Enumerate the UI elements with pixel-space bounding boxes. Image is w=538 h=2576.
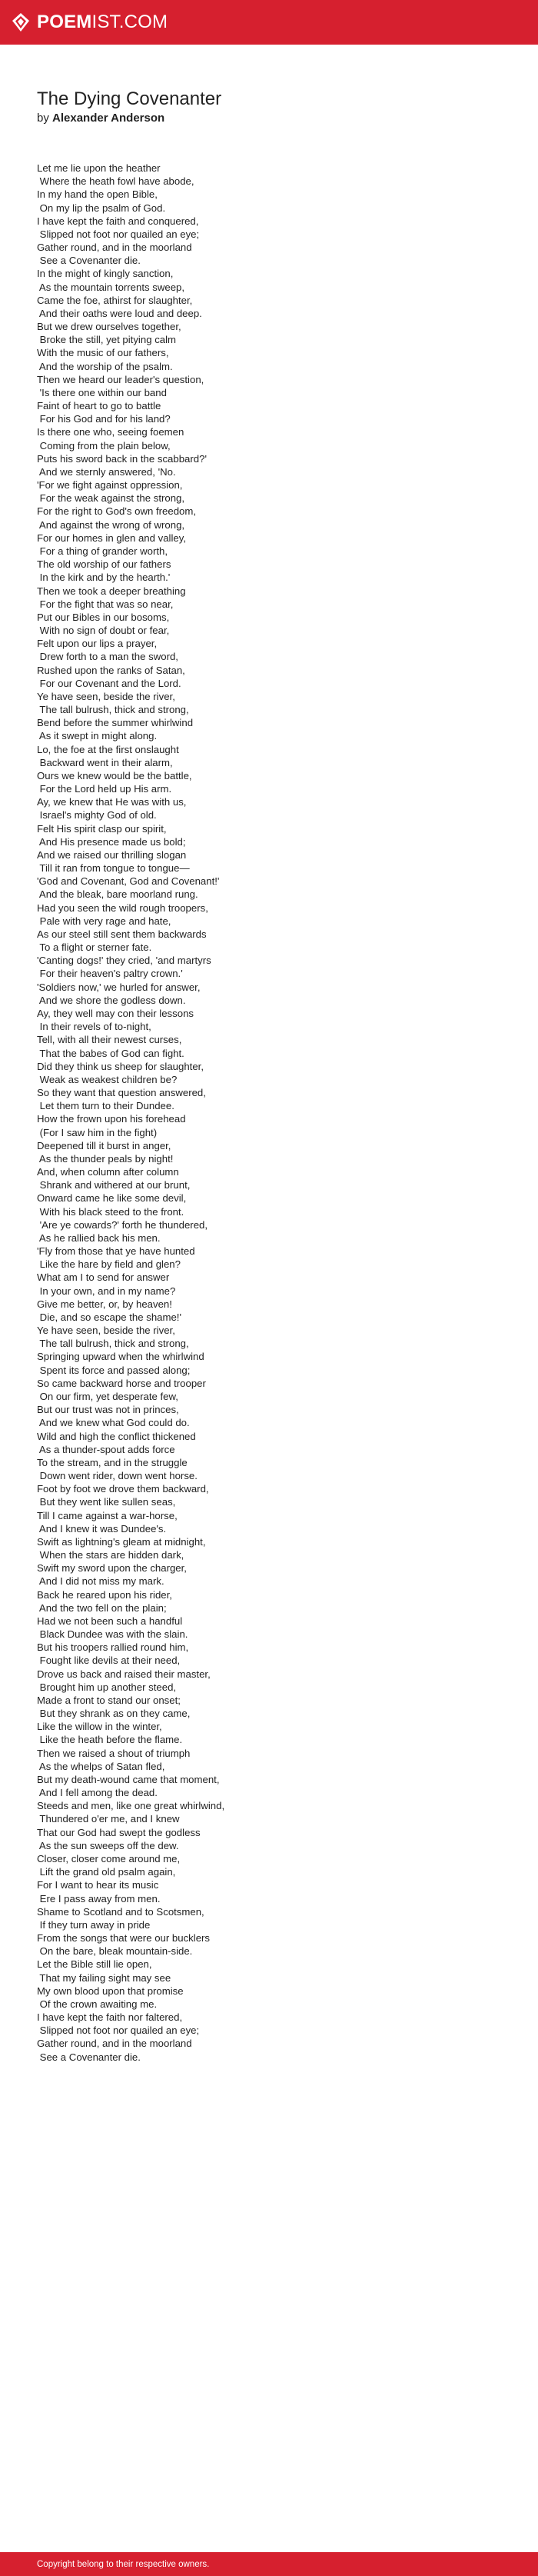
poem-line: Let them turn to their Dundee. (37, 1100, 174, 1112)
poem-line: Then we heard our leader's question, (37, 373, 204, 385)
poem-line: For a thing of grander worth, (37, 545, 168, 557)
copyright-text: Copyright belong to their respective owners. (37, 2559, 210, 2569)
poem-line: So they want that question answered, (37, 1087, 206, 1099)
poem-line: For our Covenant and the Lord. (37, 677, 181, 689)
poem-line: With no sign of doubt or fear, (37, 625, 170, 637)
poem-line: Had you seen the wild rough troopers, (37, 901, 208, 914)
poem-line: Gather round, and in the moorland (37, 2038, 192, 2050)
poem-line: As the sun sweeps off the dew. (37, 1839, 179, 1851)
poem-line: How the frown upon his forehead (37, 1113, 186, 1125)
poem-line: Onward came he like some devil, (37, 1192, 187, 1205)
poem-line: Faint of heart to go to battle (37, 400, 161, 412)
poem-line: Tell, with all their newest curses, (37, 1034, 182, 1046)
poem-line: But they shrank as on they came, (37, 1708, 191, 1720)
poem-line: See a Covenanter die. (37, 2051, 141, 2063)
site-logo-link[interactable] (9, 11, 168, 34)
poem-line: Slipped not foot nor quailed an eye; (37, 228, 200, 240)
poem-line: For the weak against the strong, (37, 492, 185, 505)
poem-line: Swift as lightning's gleam at midnight, (37, 1535, 206, 1548)
poem-line: Thundered o'er me, and I knew (37, 1813, 180, 1825)
poem-line: Black Dundee was with the slain. (37, 1628, 188, 1641)
poem-line: And we raised our thrilling slogan (37, 848, 187, 861)
poem-line: But my death-wound came that moment, (37, 1773, 220, 1785)
poem-line: Like the hare by field and glen? (37, 1258, 181, 1271)
poem-line: With his black steed to the front. (37, 1205, 184, 1218)
poem-line: Had we not been such a handful (37, 1615, 183, 1627)
poem-line: On the bare, bleak mountain-side. (37, 1945, 193, 1958)
poem-line: With the music of our fathers, (37, 347, 169, 359)
poem-line: Till I came against a war-horse, (37, 1509, 178, 1521)
poem-line: In your own, and in my name? (37, 1285, 176, 1297)
poem-line: As our steel still sent them backwards (37, 928, 207, 940)
poem-line: But our trust was not in princes, (37, 1404, 179, 1416)
poem-line: Swift my sword upon the charger, (37, 1562, 187, 1575)
poem-line: Brought him up another steed, (37, 1681, 177, 1693)
poem-line: Broke the still, yet pitying calm (37, 334, 177, 346)
poem-line: Is there one who, seeing foemen (37, 426, 184, 438)
top-bar (0, 0, 538, 45)
poem-line: Let me lie upon the heather (37, 162, 161, 174)
logo-light-text: IST.COM (91, 12, 168, 32)
poem-line: For the right to God's own freedom, (37, 505, 197, 518)
poem-line: Down went rider, down went horse. (37, 1470, 198, 1482)
poem-line: That the babes of God can fight. (37, 1047, 184, 1059)
poem-line: Then we raised a shout of triumph (37, 1747, 191, 1759)
poem-line: Ours we knew would be the battle, (37, 769, 192, 781)
poem-line: Ay, they well may con their lessons (37, 1008, 194, 1019)
poem-line: And the bleak, bare moorland rung. (37, 888, 198, 901)
poem-line: Drove us back and raised their master, (37, 1668, 211, 1680)
poem-line: Ye have seen, beside the river, (37, 1325, 175, 1337)
poem-line: Puts his sword back in the scabbard?' (37, 452, 207, 465)
poem-line: The old worship of our fathers (37, 558, 171, 571)
poem-line: Lift the grand old psalm again, (37, 1866, 176, 1878)
poem-line: Spent its force and passed along; (37, 1364, 191, 1376)
poem-line: And the two fell on the plain; (37, 1601, 167, 1614)
poem-line: Then we took a deeper breathing (37, 585, 186, 597)
poem-line: For I want to hear its music (37, 1879, 159, 1891)
poem-line: As a thunder-spout adds force (37, 1443, 175, 1455)
poem-line: For the fight that was so near, (37, 598, 174, 610)
poem-line: That our God had swept the godless (37, 1826, 201, 1838)
poem-line: In their revels of to-night, (37, 1021, 151, 1033)
author-link[interactable]: Alexander Anderson (52, 112, 165, 125)
poem-line: Like the heath before the flame. (37, 1734, 183, 1746)
poem-line: Felt upon our lips a prayer, (37, 638, 158, 650)
poem-line: Slipped not foot nor quailed an eye; (37, 2024, 200, 2037)
poem-line: Backward went in their alarm, (37, 756, 173, 768)
poem-line: Rushed upon the ranks of Satan, (37, 664, 185, 676)
poem-line: Closer, closer come around me, (37, 1853, 181, 1865)
poem-line: For the Lord held up His arm. (37, 783, 172, 795)
poem-line: Pale with very rage and hate, (37, 915, 171, 927)
byline (37, 111, 501, 126)
poem-line: Let the Bible still lie open, (37, 1958, 152, 1971)
poem-line: And we shore the godless down. (37, 994, 186, 1006)
poem-line: For his God and for his land? (37, 413, 171, 425)
poem-line: Israel's mighty God of old. (37, 809, 157, 821)
poem-line: When the stars are hidden dark, (37, 1549, 184, 1561)
poem-line: And I knew it was Dundee's. (37, 1522, 167, 1535)
logo-bold-text: POEM (37, 12, 92, 32)
poem-line: Put our Bibles in our bosoms, (37, 611, 170, 623)
poem-line: In the might of kingly sanction, (37, 268, 174, 280)
poem-line: Deepened till it burst in anger, (37, 1139, 171, 1151)
poem-line: Felt His spirit clasp our spirit, (37, 822, 167, 835)
poem-line: 'Are ye cowards?' forth he thundered, (37, 1218, 208, 1231)
poem-line: For their heaven's paltry crown.' (37, 968, 183, 980)
poem-line: And their oaths were loud and deep. (37, 307, 202, 319)
poem-line: But they went like sullen seas, (37, 1496, 176, 1508)
poem-line: Gather round, and in the moorland (37, 242, 192, 254)
poem-line: The tall bulrush, thick and strong, (37, 1338, 189, 1350)
poem-line: Ay, we knew that He was with us, (37, 796, 187, 808)
poem-line: But we drew ourselves together, (37, 321, 181, 333)
poem-line: And the worship of the psalm. (37, 360, 173, 372)
poem-line: Shrank and withered at our brunt, (37, 1179, 191, 1191)
poem-line: Bend before the summer whirlwind (37, 717, 194, 729)
poem-line: 'Soldiers now,' we hurled for answer, (37, 981, 201, 993)
poem-line: Fought like devils at their need, (37, 1655, 181, 1667)
poem-line: 'God and Covenant, God and Covenant!' (37, 875, 220, 888)
poem-line: On my lip the psalm of God. (37, 202, 166, 214)
logo-icon (9, 11, 32, 34)
poem-line: That my failing sight may see (37, 1971, 171, 1984)
by-label: by (37, 112, 53, 125)
poem-line: And I did not miss my mark. (37, 1575, 164, 1588)
poem-line: For our homes in glen and valley, (37, 532, 187, 544)
poem-line: On our firm, yet desperate few, (37, 1390, 178, 1402)
poem-line: Foot by foot we drove them backward, (37, 1483, 209, 1495)
poem-content (37, 88, 501, 2064)
poem-line: My own blood upon that promise (37, 1984, 184, 1997)
poem-line: 'Canting dogs!' they cried, 'and martyrs (37, 955, 211, 967)
poem-line: Springing upward when the whirlwind (37, 1351, 204, 1363)
poem-line: Did they think us sheep for slaughter, (37, 1060, 204, 1072)
poem-line: As the whelps of Satan fled, (37, 1760, 165, 1772)
poem-line: Ye have seen, beside the river, (37, 690, 175, 702)
poem-line: The tall bulrush, thick and strong, (37, 704, 189, 716)
poem-line: Lo, the foe at the first onslaught (37, 743, 179, 755)
poem-line: 'Is there one within our band (37, 386, 167, 398)
poem-line: So came backward horse and trooper (37, 1377, 206, 1389)
poem-line: To the stream, and in the struggle (37, 1456, 188, 1468)
poem-line: As the thunder peals by night! (37, 1152, 174, 1165)
poem-line: Die, and so escape the shame!' (37, 1311, 181, 1323)
poem-line: Steeds and men, like one great whirlwind, (37, 1800, 225, 1812)
poem-line: And against the wrong of wrong, (37, 518, 185, 531)
poem-line: Weak as weakest children be? (37, 1073, 178, 1085)
poem-line: Made a front to stand our onset; (37, 1694, 181, 1706)
poem-line: I have kept the faith nor faltered, (37, 2011, 183, 2024)
poem-line: To a flight or sterner fate. (37, 941, 152, 954)
poem-line: I have kept the faith and conquered, (37, 215, 199, 227)
poem-line: As it swept in might along. (37, 730, 158, 742)
poem-line: And, when column after column (37, 1166, 179, 1178)
footer (0, 2552, 538, 2576)
poem-line: From the songs that were our bucklers (37, 1932, 211, 1944)
poem-line: Like the willow in the winter, (37, 1721, 162, 1733)
poem-line: And we knew what God could do. (37, 1417, 190, 1429)
poem-line: In my hand the open Bible, (37, 188, 158, 201)
poem-line: Drew forth to a man the sword, (37, 651, 178, 663)
poem-title: The Dying Covenanter (37, 88, 222, 109)
poem-line: And we sternly answered, 'No. (37, 465, 176, 478)
poem-line: Back he reared upon his rider, (37, 1588, 172, 1601)
poem-line: In the kirk and by the hearth.' (37, 572, 171, 584)
poem-line: But his troopers rallied round him, (37, 1641, 189, 1654)
poem-line: And I fell among the dead. (37, 1787, 158, 1799)
poem-line: As the mountain torrents sweep, (37, 281, 185, 293)
logo-text (37, 13, 168, 32)
poem-line: 'Fly from those that ye have hunted (37, 1245, 195, 1258)
poem-line: Till it ran from tongue to tongue— (37, 862, 190, 875)
poem-line: 'For we fight against oppression, (37, 479, 183, 492)
poem-line: (For I saw him in the fight) (37, 1126, 158, 1138)
poem-line: Where the heath fowl have abode, (37, 175, 194, 188)
poem-line: Ere I pass away from men. (37, 1892, 161, 1905)
poem-line: Shame to Scotland and to Scotsmen, (37, 1905, 204, 1918)
poem-line: See a Covenanter die. (37, 255, 141, 267)
poem-line: As he rallied back his men. (37, 1231, 161, 1244)
poem-line: Of the crown awaiting me. (37, 1998, 158, 2010)
poem-line: Give me better, or, by heaven! (37, 1298, 172, 1310)
poem-line: Coming from the plain below, (37, 439, 171, 452)
poem-line: And His presence made us bold; (37, 835, 186, 848)
poem-line: Wild and high the conflict thickened (37, 1430, 196, 1442)
poem-line: What am I to send for answer (37, 1271, 170, 1284)
poem-body (37, 162, 501, 2064)
poem-line: If they turn away in pride (37, 1918, 151, 1931)
poem-line: Came the foe, athirst for slaughter, (37, 294, 193, 306)
